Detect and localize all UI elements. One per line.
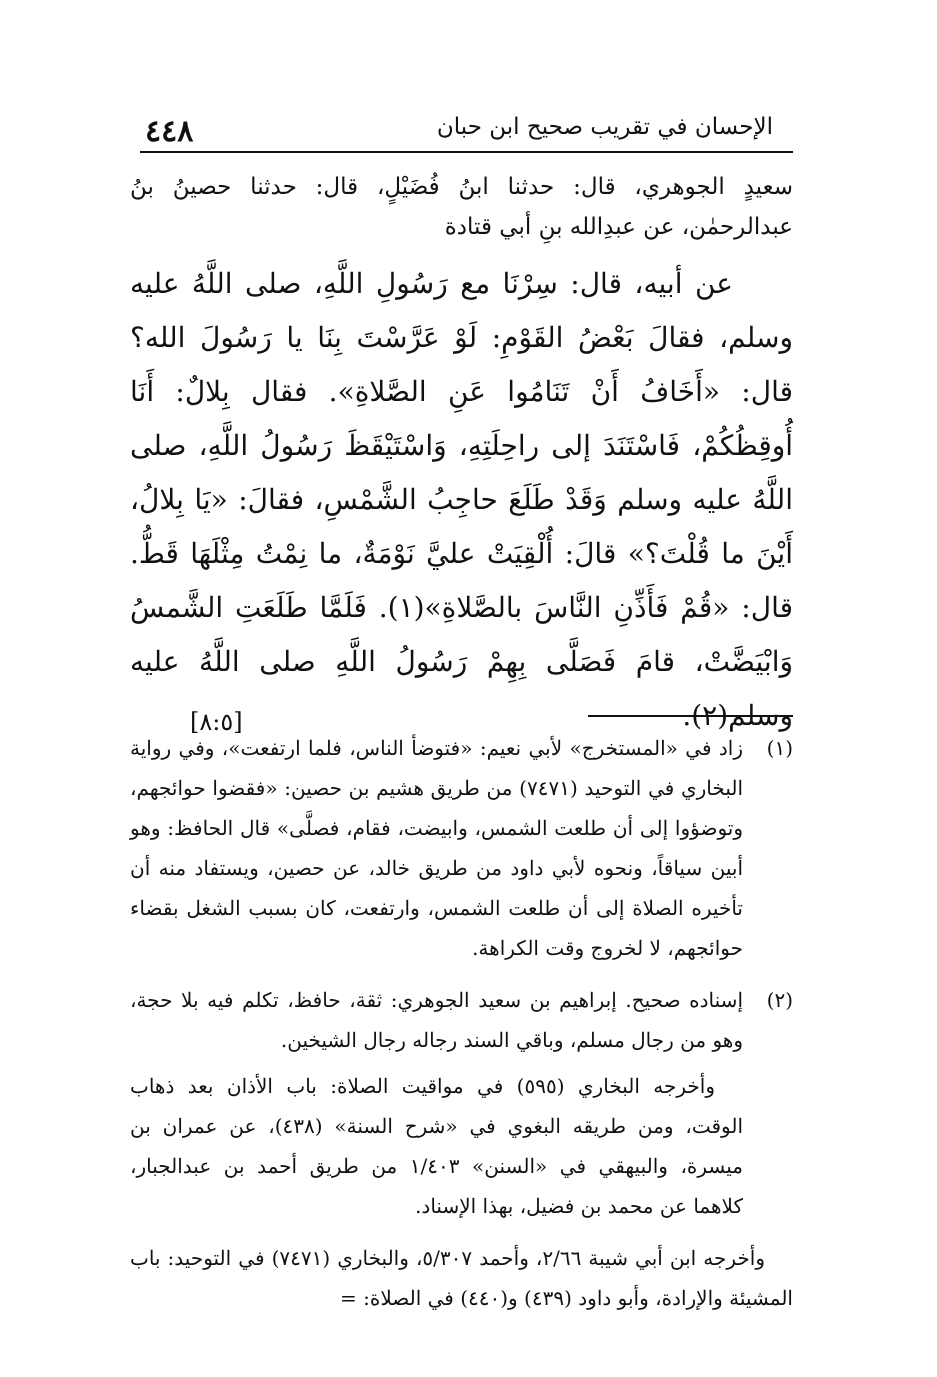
footnote-2-marker: (٢) xyxy=(766,988,793,1012)
hadith-reference: [٨:٥] xyxy=(190,708,243,736)
footnote-1-marker: (١) xyxy=(766,736,793,760)
page-header xyxy=(130,108,793,149)
footnote-2 xyxy=(130,980,793,1226)
footnote-2-paragraph-3: وأخرجه ابن أبي شيبة ٢/٦٦، وأحمد ٥/٣٠٧، والبخاري (٧٤٧١) في التوحيد: باب المشيئة والإرادة، وأبو داود (٤٣٩) و(٤٤٠) في الصلاة: = xyxy=(130,1246,793,1310)
hadith-text xyxy=(130,257,793,743)
running-title: الإحسان في تقريب صحيح ابن حبان xyxy=(436,114,773,140)
footnote-2-paragraph-2: وأخرجه البخاري (٥٩٥) في مواقيت الصلاة: باب الأذان بعد ذهاب الوقت، ومن طريقه البغوي في «شرح السنة» (٤٣٨)، عن عمران بن ميسرة، والبيهقي في «السنن» ١/٤٠٣ من طريق أحمد بن عبدالجبار، كلاهما عن محمد بن فضيل، بهذا الإسناد. xyxy=(130,1074,744,1218)
footnote-1 xyxy=(130,728,793,968)
footnote-1-text: زاد في «المستخرج» لأبي نعيم: «فتوضأ الناس، فلما ارتفعت»، وفي رواية البخاري في التوحيد (٧٤٧١) من طريق هشيم بن حصين: «فقضوا حوائجهم، وتوضؤوا إلى أن طلعت الشمس، وابيضت، فقام، فصلَّى» قال الحافظ: وهو أبين سياقاً، ونحوه لأبي داود من طريق خالد، عن حصين، ويستفاد منه أن تأخيره الصلاة إلى أن طلعت الشمس، وارتفعت، كان بسبب الشغل بقضاء حوائجهم، لا لخروج وقت الكراهة. xyxy=(130,736,743,960)
header-rule xyxy=(140,151,793,153)
main-text xyxy=(130,167,793,749)
footnote-rule xyxy=(588,715,793,717)
footnotes xyxy=(130,728,793,1328)
hadith-body: عن أبيه، قال: سِرْنَا مع رَسُولِ اللَّهِ، صلى اللَّهُ عليه وسلم، فقالَ بَعْضُ القَوْمِ: لَوْ عَرَّسْتَ بِنَا يا رَسُولَ الله؟ قال: «أَخَافُ أَنْ تَنَامُوا عَنِ الصَّلاةِ». فقال بِلالٌ: أَنَا أُوقِظُكُمْ، فَاسْتَنَدَ إلى راحِلَتِهِ، وَاسْتَيْقَظَ رَسُولُ اللَّهِ، صلى اللَّهُ عليه وسلم وَقَدْ طَلَعَ حاجِبُ الشَّمْسِ، فقالَ: «يَا بِلالُ، أَيْنَ ما قُلْتَ؟» قالَ: أُلْقِيَتْ عليَّ نَوْمَةٌ، ما نِمْتُ مِثْلَهَا قَطُّ. قال: «قُمْ فَأَذِّنِ النَّاسَ بالصَّلاةِ»(١). فَلَمَّا طَلَعَتِ الشَّمسُ وَابْيَضَّتْ، قامَ فَصَلَّى بِهِمْ رَسُولُ اللَّهِ صلى اللَّهُ عليه وسلم(٢). xyxy=(130,267,793,732)
page-number: ٤٤٨ xyxy=(145,114,194,149)
isnad-text: سعيدٍ الجوهري، قال: حدثنا ابنُ فُضَيْلٍ، قال: حدثنا حصينُ بنُ عبدالرحمٰن، عن عبدِالله بنِ أبي قتادة xyxy=(130,174,793,240)
footnote-2-text: إسناده صحيح. إبراهيم بن سعيد الجوهري: ثقة، حافظ، تكلم فيه بلا حجة، وهو من رجال مسلم، وباقي السند رجاله رجال الشيخين. xyxy=(130,988,743,1052)
